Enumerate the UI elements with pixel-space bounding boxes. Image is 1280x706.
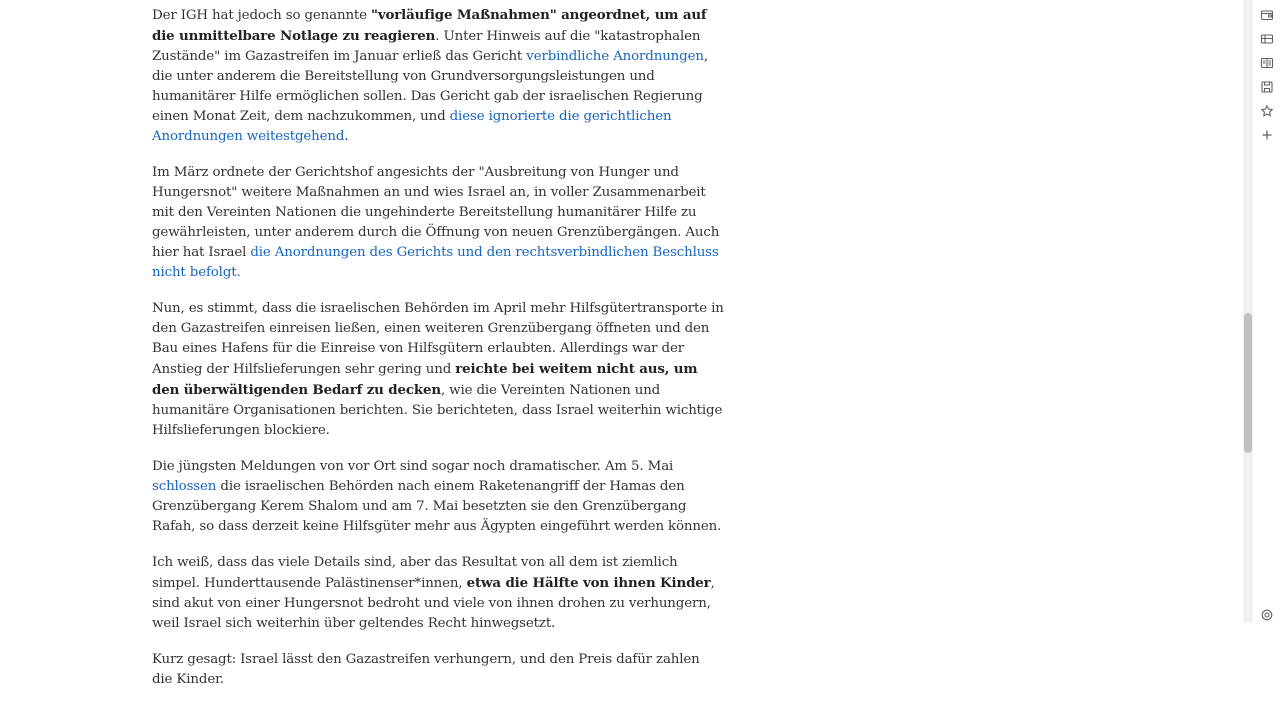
add-icon[interactable] [1260,128,1274,142]
text: , wie die Vereinten Nationen und humanitäre Organisationen berichten. Sie berichteten, dass Israel weiterhin wichtige Hilfslieferungen blockiere. [152,383,723,438]
favorites-icon[interactable] [1260,104,1274,118]
gift-card-icon[interactable] [1260,32,1274,46]
text: . [344,129,349,144]
link-verbindliche-anordnungen[interactable]: verbindliche Anordnungen [526,49,704,64]
text: Der IGH hat jedoch so genannte [152,8,372,23]
link-anordnungen-ignoriert[interactable]: diese ignorierte die gerichtlichen Anordnungen weitestgehend [152,109,672,144]
bold-text: etwa die Hälfte von ihnen Kinder [466,575,711,591]
browser-sidebar [1254,0,1280,622]
paragraph-4 [152,457,724,537]
paragraph-2 [152,163,724,283]
text: Kurz gesagt: Israel lässt den Gazastreifen verhungern, und den Preis dafür zahlen die Kinder. [152,652,700,687]
text: Die jüngsten Meldungen von vor Ort sind sogar noch dramatischer. Am 5. Mai [152,459,674,474]
link-schlossen[interactable]: schlossen [152,479,217,494]
paragraph-3 [152,299,724,441]
article-body [152,5,724,706]
text: , die unter anderem die Bereitstellung von Grundversorgungsleistungen und humanitärer Hilfe ermöglichen sollen. Das Gericht gab der israelischen Regierung einen Monat Zeit, dem nachzukommen, und [152,49,708,124]
wallet-icon[interactable] [1260,8,1274,22]
reading-view-icon[interactable] [1260,56,1274,70]
paragraph-5 [152,553,724,634]
text: Nun, es stimmt, dass die israelischen Behörden im April mehr Hilfsgütertransporte in den Gazastreifen einreisen ließen, einen weiteren Grenzübergang öffneten und den Bau eines Hafens für die Einreise von Hilfsgütern erlaubten. Allerdings war der Anstieg der Hilfslieferungen sehr gering und [152,301,724,377]
save-icon[interactable] [1260,80,1274,94]
scrollbar-track[interactable] [1243,0,1253,622]
text: Ich weiß, dass das viele Details sind, aber das Resultat von all dem ist ziemlich simpel. Hunderttausende Palästinenser*innen, [152,555,678,591]
text: . Unter Hinweis auf die "katastrophalen Zustände" im Gazastreifen im Januar erließ das Gericht [152,29,701,64]
bold-text: reichte bei weitem nicht aus, um den überwältigenden Bedarf zu decken [152,361,698,398]
text: Im März ordnete der Gerichtshof angesichts der "Ausbreitung von Hunger und Hungersnot" weitere Maßnahmen an und wies Israel an, in voller Zusammenarbeit mit den Vereinten Nationen die ungehinderte Bereitstellung humanitärer Hilfe zu gewährleisten, unter anderem durch die Öffnung von neuen Grenzübergängen. Auch hier hat Israel [152,165,720,260]
scrollbar-thumb[interactable] [1244,313,1252,453]
text: , sind akut von einer Hungersnot bedroht und viele von ihnen drohen zu verhungern, weil Israel sich weiterhin über geltendes Recht hinwegsetzt. [152,576,715,631]
bold-text: "vorläufige Maßnahmen" angeordnet, um auf die unmittelbare Notlage zu reagieren [152,7,707,44]
paragraph-1 [152,5,724,147]
paragraph-6 [152,650,724,690]
text: die israelischen Behörden nach einem Raketenangriff der Hamas den Grenzübergang Kerem Shalom und am 7. Mai besetzten sie den Grenzübergang Rafah, so dass derzeit keine Hilfsgüter mehr aus Ägypten eingeführt werden können. [152,479,722,534]
link-anordnungen-nicht-befolgt[interactable]: die Anordnungen des Gerichts und den rechtsverbindlichen Beschluss nicht befolgt. [152,245,719,280]
settings-icon[interactable] [1260,608,1274,622]
